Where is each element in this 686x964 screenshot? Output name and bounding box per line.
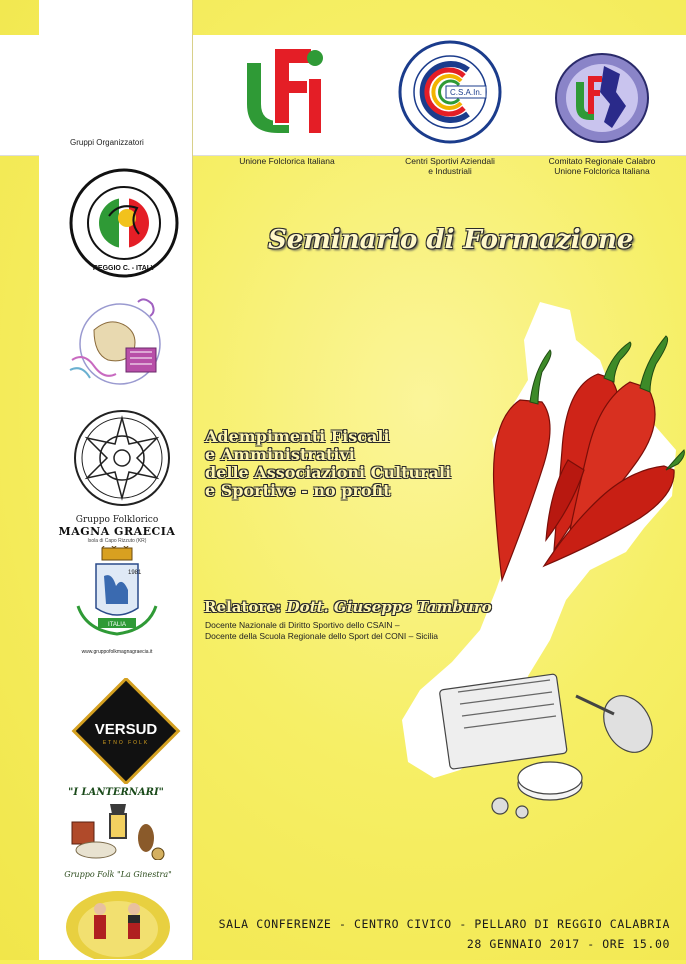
ufi-logo	[240, 42, 330, 142]
magna-graecia-url[interactable]: www.gruppofolkmagnagraecia.it	[81, 649, 153, 655]
pedaroti-bottom-text: REGGIO C. - ITALY	[92, 265, 156, 272]
page-title: Seminario di Formazione	[268, 225, 634, 255]
ginestra-text: Gruppo Folk "La Ginestra"	[64, 870, 172, 879]
topic-line: e Amministrativi	[205, 445, 355, 464]
pedaroti-logo	[60, 168, 188, 278]
folk-group-sketch-logo	[56, 290, 184, 402]
ufi-caption: Unione Folclorica Italiana	[239, 156, 335, 166]
versud-line1: VERSUD	[94, 721, 158, 738]
magna-graecia-year: 1981	[128, 570, 142, 576]
versud-logo	[62, 678, 190, 784]
magna-graecia-logo	[52, 515, 182, 655]
versud-line2: ETNO FOLK	[102, 740, 150, 746]
magna-graecia-line1: Gruppo Folklorico	[75, 515, 159, 525]
ginestra-illustration	[62, 879, 174, 959]
speaker	[204, 598, 492, 616]
speaker-label: Relatore:	[204, 598, 282, 616]
magna-graecia-line2: MAGNA GRAECIA	[58, 525, 176, 538]
speaker-description: Docente Nazionale di Diritto Sportivo dello CSAIN – Docente della Scuola Regionale dello Sport del CONI – Sicilia	[205, 620, 438, 641]
csain-logo	[398, 40, 502, 144]
magna-graecia-line3: Isola di Capo Rizzuto (KR)	[87, 538, 147, 544]
lanternari-logo	[56, 787, 176, 865]
topic-line: e Sportive - no profit	[205, 481, 391, 500]
topic-line: Adempimenti Fiscali	[205, 427, 390, 446]
venue-line: SALA CONFERENZE - CENTRO CIVICO - PELLARO DI REGGIO CALABRIA	[218, 917, 670, 931]
organizers-label: Gruppi Organizzatori	[70, 138, 144, 147]
ufi-calabria-logo	[554, 52, 650, 144]
csain-text: C.S.A.In.	[449, 88, 483, 97]
lanternari-illustration	[66, 798, 166, 860]
topic-line: delle Associazioni Culturali	[205, 463, 452, 482]
seminar-topic	[205, 428, 451, 500]
lanternari-text: "I LANTERNARI"	[68, 787, 164, 798]
event-details	[210, 914, 670, 954]
date-line: 28 GENNAIO 2017 - ORE 15.00	[466, 937, 670, 951]
magna-graecia-banner: ITALIA	[108, 622, 126, 628]
ginestra-logo	[56, 870, 180, 964]
ornamental-wheel-logo	[58, 408, 186, 508]
csain-caption: Centri Sportivi Aziendali e Industriali	[405, 156, 495, 176]
chili-peppers-illustration	[480, 330, 686, 590]
speaker-name: Dott. Giuseppe Tamburo	[286, 598, 492, 616]
ufi-calabria-caption: Comitato Regionale Calabro Unione Folclorica Italiana	[548, 156, 656, 176]
magna-graecia-crest	[72, 546, 162, 646]
